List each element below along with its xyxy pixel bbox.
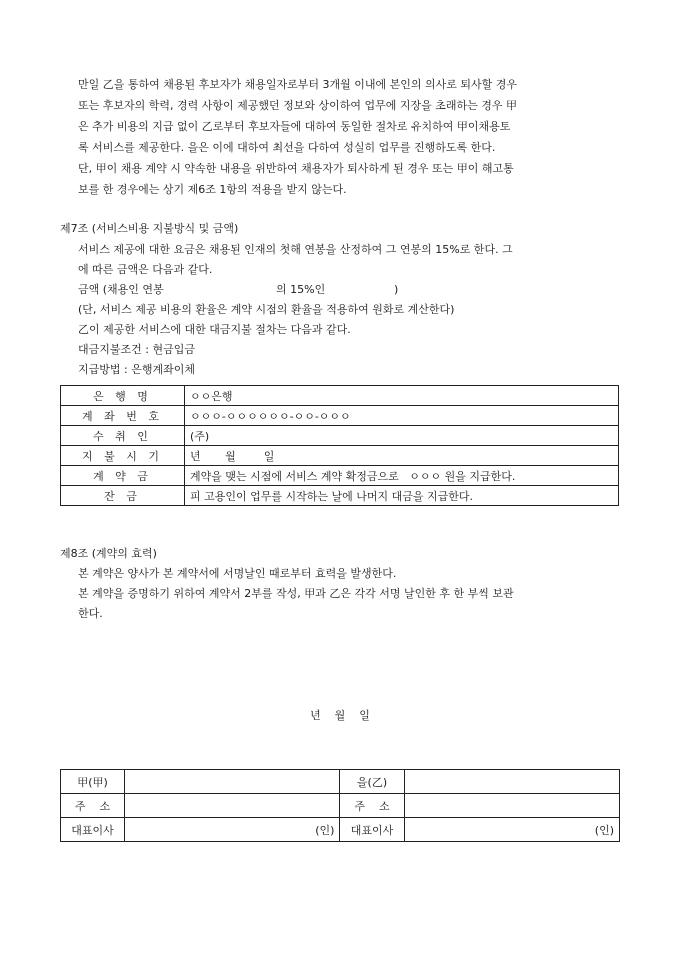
table-row — [61, 446, 619, 466]
table-row — [61, 770, 620, 794]
party-a-address-label: 주 소 — [61, 794, 125, 818]
table-row — [61, 466, 619, 486]
table-row — [61, 406, 619, 426]
article7-heading: 제7조 (서비스비용 지불방식 및 금액) — [60, 222, 239, 235]
intro-line: 보를 한 경우에는 상기 제6조 1항의 적용을 받지 않는다. — [78, 183, 347, 196]
party-a-rep-label: 대표이사 — [61, 818, 125, 842]
deposit-label: 계 약 금 — [61, 466, 185, 486]
table-row — [61, 426, 619, 446]
article7-note: (단, 서비스 제공 비용의 환율은 계약 시점의 환율을 적용하여 원화로 계산한다) — [78, 303, 455, 316]
date-line: 년 월 일 — [310, 709, 370, 722]
party-a-seal: (인) — [125, 818, 340, 842]
party-b-address-label: 주 소 — [340, 794, 404, 818]
payment-condition: 대금지불조건 : 현금입금 — [78, 343, 195, 356]
article7-amount-pct: 의 15%인 — [276, 283, 326, 296]
account-number-value: ㅇㅇㅇ-ㅇㅇㅇㅇㅇㅇ-ㅇㅇ-ㅇㅇㅇ — [185, 406, 619, 426]
party-a-address-field — [125, 794, 340, 818]
article7-procedure: 乙이 제공한 서비스에 대한 대금지불 절차는 다음과 같다. — [78, 323, 351, 336]
balance-value: 피 고용인이 업무를 시작하는 날에 나머지 대금을 지급한다. — [185, 486, 619, 506]
article7-line2: 에 따른 금액은 다음과 같다. — [78, 263, 213, 276]
party-b-rep-label: 대표이사 — [340, 818, 404, 842]
intro-line: 단, 甲이 채용 계약 시 약속한 내용을 위반하여 채용자가 퇴사하게 된 경우 또는 甲이 해고통 — [78, 162, 514, 175]
payment-method: 지급방법 : 은행계좌이체 — [78, 363, 195, 376]
table-row — [61, 818, 620, 842]
article7-line1: 서비스 제공에 대한 요금은 채용된 인재의 첫해 연봉을 산정하여 그 연봉의 15%로 한다. 그 — [78, 243, 513, 256]
balance-label: 잔 금 — [61, 486, 185, 506]
payee-value: (주) — [185, 426, 619, 446]
article8-line1: 본 계약은 양사가 본 계약서에 서명날인 때로부터 효력을 발생한다. — [78, 567, 397, 580]
intro-line: 록 서비스를 제공한다. 을은 이에 대하여 최선을 다하여 성실히 업무를 진행하도록 한다. — [78, 141, 496, 154]
bank-name-label: 은 행 명 — [61, 386, 185, 406]
intro-line: 또는 후보자의 학력, 경력 사항이 제공했던 정보와 상이하여 업무에 지장을 초래하는 경우 甲 — [78, 99, 517, 112]
bank-name-value: ㅇㅇ은행 — [185, 386, 619, 406]
table-row — [61, 794, 620, 818]
deposit-value: 계약을 맺는 시점에 서비스 계약 확정금으로 ㅇㅇㅇ 원을 지급한다. — [185, 466, 619, 486]
article7-amount-label: 금액 (채용인 연봉 — [78, 283, 164, 296]
table-row — [61, 386, 619, 406]
intro-line: 만일 乙을 통하여 채용된 후보자가 채용일자로부터 3개월 이내에 본인의 의사로 퇴사할 경우 — [78, 78, 517, 91]
party-b-label: 을(乙) — [340, 770, 404, 794]
account-number-label: 계 좌 번 호 — [61, 406, 185, 426]
article8-heading: 제8조 (계약의 효력) — [60, 547, 157, 560]
party-b-seal: (인) — [404, 818, 619, 842]
signature-table — [60, 769, 620, 842]
payment-date-value: 년 월 일 — [185, 446, 619, 466]
article8-line3: 한다. — [78, 607, 103, 620]
party-a-label: 甲(甲) — [61, 770, 125, 794]
bank-info-table — [60, 385, 619, 506]
party-a-name-field — [125, 770, 340, 794]
table-row — [61, 486, 619, 506]
article8-line2: 본 계약을 증명하기 위하여 계약서 2부를 작성, 甲과 乙은 각각 서명 날인한 후 한 부씩 보관 — [78, 587, 514, 600]
party-b-address-field — [404, 794, 619, 818]
intro-line: 은 추가 비용의 지급 없이 乙로부터 후보자들에 대하여 동일한 절차로 유치하여 甲이채용토 — [78, 120, 511, 133]
article7-amount-close: ) — [394, 283, 399, 296]
payment-date-label: 지 불 시 기 — [61, 446, 185, 466]
party-b-name-field — [404, 770, 619, 794]
payee-label: 수 취 인 — [61, 426, 185, 446]
